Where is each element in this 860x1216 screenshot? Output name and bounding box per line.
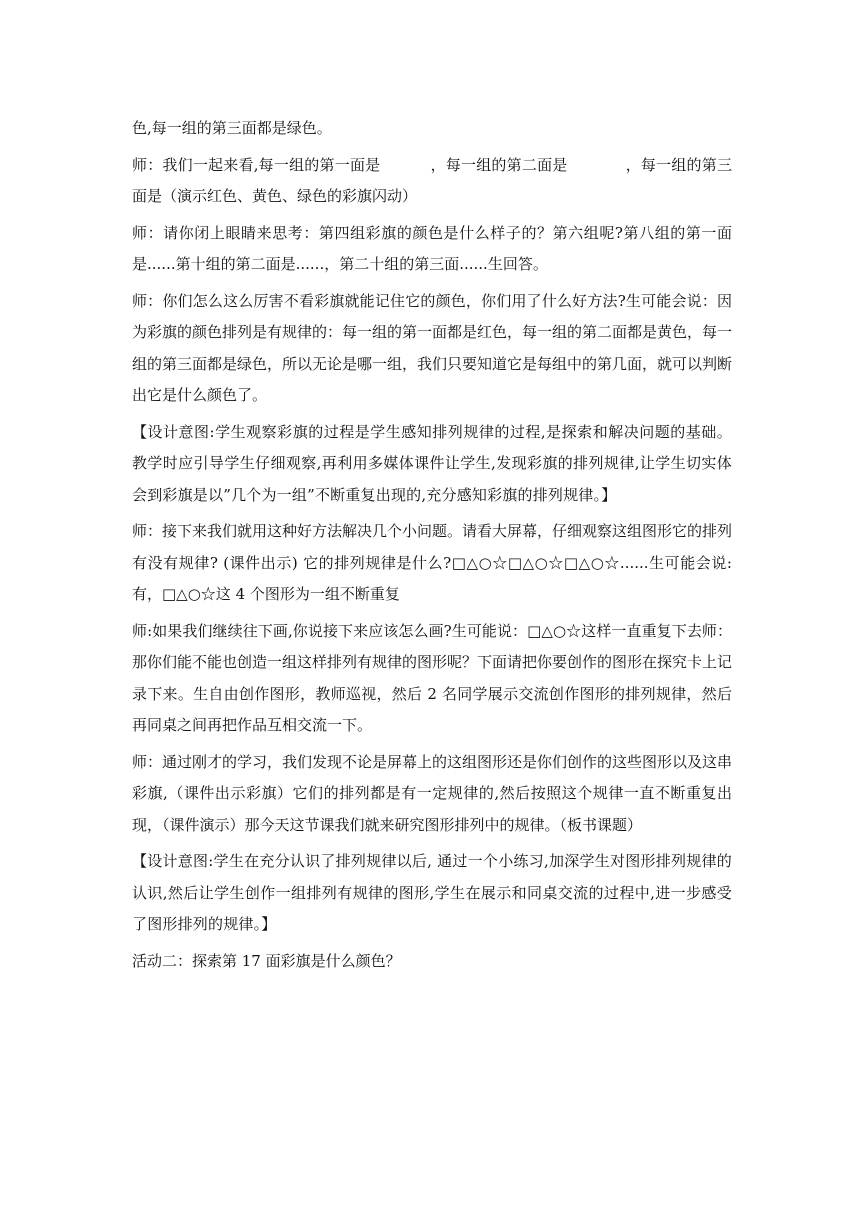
design-intent-note-1: 【设计意图:学生观察彩旗的过程是学生感知排列规律的过程,是探索和解决问题的基础。教学时应引导学生仔细观察,再利用多媒体课件让学生,发现彩旗的排列规律,让学生切实体会到彩旗是以”几个为一组”不断重复出现的,充分感知彩旗的排列规律。】 bbox=[132, 422, 732, 504]
paragraph-continue-drawing: 师:如果我们继续往下画,你说接下来应该怎么画?生可能说：□△○☆这样一直重复下去师：那你们能不能也创造一组这样排列有规律的图形呢？下面请把你要创作的图形在探究卡上记录下来。生自由创作图形，教师巡视，然后 2 名同学展示交流创作图形的排列规律，然后再同桌之间再把作品互相交流一下。 bbox=[132, 621, 733, 734]
paragraph-text-part: 师：我们一起来看,每一组的第一面是 bbox=[132, 155, 381, 174]
paragraph-good-method: 师：你们怎么这么厉害不看彩旗就能记住它的颜色，你们用了什么好方法?生可能会说：因为彩旗的颜色排列是有规律的：每一组的第一面都是红色，每一组的第二面都是黄色，每一组的第三面都是绿色，所以无论是哪一组，我们只要知道它是每组中的第几面，就可以判断出它是什么颜色了。 bbox=[132, 291, 733, 404]
paragraph-summary: 师：通过刚才的学习，我们发现不论是屏幕上的这组图形还是你们创作的这些图形以及这串彩旗,（课件出示彩旗）它们的排列都是有一定规律的,然后按照这个规律一直不断重复出现，（课件演示）那今天这节课我们就来研究图形排列中的规律。（板书课题） bbox=[132, 752, 733, 834]
paragraph-teacher-look-together bbox=[132, 150, 732, 213]
paragraph-text-part: ，每一组的第二面是 bbox=[430, 155, 568, 174]
document-page bbox=[132, 113, 732, 982]
paragraph-green-third: 色,每一组的第三面都是绿色。 bbox=[132, 119, 332, 137]
design-intent-note-2: 【设计意图:学生在充分认识了排列规律以后, 通过一个小练习,加深学生对图形排列规律的认识,然后让学生创作一组排列有规律的图形,学生在展示和同桌交流的过程中,进一步感受了图形排列的规律。】 bbox=[132, 852, 732, 933]
paragraph-shape-pattern: 师：接下来我们就用这种好方法解决几个小问题。请看大屏幕，仔细观察这组图形它的排列有没有规律? (课件出示) 它的排列规律是什么?□△○☆□△○☆□△○☆......生可能会说:有，□△○☆这 4 个图形为一组不断重复 bbox=[132, 522, 733, 603]
activity-two-heading: 活动二：探索第 17 面彩旗是什么颜色？ bbox=[132, 951, 401, 970]
paragraph-text-part: ，每一组的第三面是（演示红色、黄色、绿色的彩旗闪动） bbox=[132, 155, 732, 205]
paragraph-close-eyes: 师：请你闭上眼睛来思考：第四组彩旗的颜色是什么样子的？第六组呢?第八组的第一面是......第十组的第二面是......，第二十组的第三面......生回答。 bbox=[132, 223, 732, 273]
